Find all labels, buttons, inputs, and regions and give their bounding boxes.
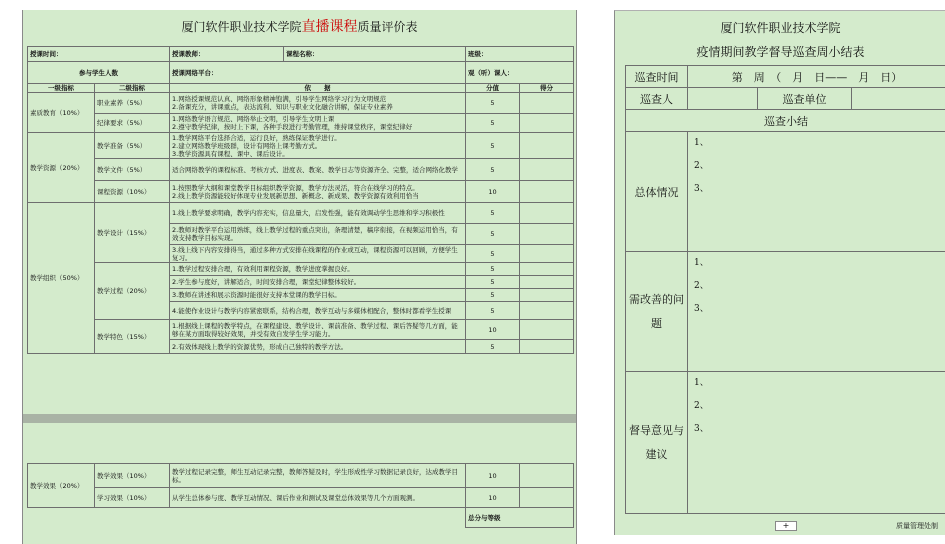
got-cell[interactable] (520, 181, 574, 203)
table-row (28, 488, 574, 508)
level2-cell: 教学过程（20%） (95, 263, 170, 320)
basis-cell: 2.教师对教学平台运用熟练，线上教学过程的重点突出，条理清楚，稿序衔接，在视频运用恰当，有效支持教学目标实现。 (170, 224, 466, 245)
list-item: 3、 (694, 424, 709, 434)
score-cell: 5 (466, 114, 520, 133)
inspection-summary-sheet (614, 10, 945, 535)
title-suffix: 质量评价表 (357, 20, 418, 34)
basis-cell: 2.有效体现线上教学的资源优势，形成自己独特的教学方法。 (170, 340, 466, 354)
total-label: 总分与等级 (466, 508, 574, 528)
table-row (28, 159, 574, 181)
score-cell: 5 (466, 302, 520, 320)
teacher-cell[interactable]: 授课教师： (170, 47, 284, 62)
score-cell: 5 (466, 263, 520, 276)
score-cell: 5 (466, 133, 520, 159)
basis-cell: 从学生总体参与度、教学互动情况、课后作业和测试及课堂总体效果等几个方面观测。 (170, 488, 466, 508)
section-content-suggestions[interactable] (688, 372, 945, 514)
basis-cell: 3.线上线下内容安排得当，通过多种方式安排在线课程的作业或互动，课程资源可以回顾，方便学生复习。 (170, 245, 466, 263)
level2-cell: 教学文件（5%） (95, 159, 170, 181)
level2-cell: 教学准备（5%） (95, 133, 170, 159)
level2-cell: 学习效果（10%） (95, 488, 170, 508)
header-level2: 二级指标 (95, 84, 170, 93)
table-row (28, 181, 574, 203)
sheet-title-school: 厦门软件职业技术学院 (720, 21, 841, 35)
sheet-footer (765, 521, 945, 531)
score-cell: 10 (466, 488, 520, 508)
summary-header: 巡查小结 (626, 110, 945, 132)
basis-cell: 1.教学过程安排合理，有效利用课程资源，教学进度掌握良好。 (170, 263, 466, 276)
score-cell: 10 (466, 464, 520, 488)
section-label-suggestions: 督导意见与建议 (626, 372, 688, 514)
summary-section (626, 132, 945, 252)
score-cell: 5 (466, 224, 520, 245)
table-row (28, 263, 574, 276)
got-cell[interactable] (520, 276, 574, 289)
footer-text: 质量管理处制 (896, 522, 938, 530)
list-item: 2、 (694, 161, 709, 171)
score-cell: 5 (466, 276, 520, 289)
class-cell[interactable]: 班级： (466, 47, 574, 62)
table-row (28, 464, 574, 488)
basis-cell: 适合网络教学的课程标准、考核方式、进度表、教案、教学日志等资源齐全、完整，适合网络化教学 (170, 159, 466, 181)
platform-cell[interactable]: 授课网络平台： (170, 62, 466, 84)
student-count-cell[interactable]: 参与学生人数 (28, 62, 170, 84)
list-item: 3、 (694, 184, 709, 194)
level2-cell: 教学特色（15%） (95, 320, 170, 354)
basis-cell: 1.根据线上课程的教学特点，在课程建设、教学设计、课前准备、教学过程、课后答疑等几方面，能够在某方面取得较好效果，并受有效自发学生学习能力。 (170, 320, 466, 340)
level2-cell: 教学设计（15%） (95, 203, 170, 263)
score-cell: 5 (466, 340, 520, 354)
basis-cell: 1.教学网络平台选择合适，运行良好，熟练保证教学进行。 2.建立网络教学班级群，设计有网络上课考勤方式。 3.教学资源具有课程、课中、课后设计。 (170, 133, 466, 159)
got-cell[interactable] (520, 133, 574, 159)
sheet-title (23, 16, 576, 36)
summary-section (626, 252, 945, 372)
level1-cell: 教学效果（20%） (28, 464, 95, 508)
list-item: 1、 (694, 258, 709, 268)
score-cell: 5 (466, 93, 520, 114)
inspection-time-value[interactable]: 第 周 （ 月 日—— 月 日） (688, 66, 945, 88)
table-row (28, 203, 574, 224)
page-separator (23, 414, 576, 423)
got-cell[interactable] (520, 93, 574, 114)
basis-cell: 2.学生参与度好，讲解适合，时间安排合理，课堂纪律整体较好。 (170, 276, 466, 289)
table-row (28, 133, 574, 159)
list-item: 2、 (694, 401, 709, 411)
title-school: 厦门软件职业技术学院 (181, 20, 302, 34)
observer-cell[interactable]: 观（听）课人： (466, 62, 574, 84)
score-cell: 5 (466, 245, 520, 263)
got-cell[interactable] (520, 289, 574, 302)
header-score: 分值 (466, 84, 520, 93)
basis-cell: 1.按照教学大纲和课堂教学目标组织教学资源，教学方法灵活，符合在线学习的特点。 2.线上教学资源能较好体现专业发展新思想、新概念、新成果、教学资源有效利用恰当 (170, 181, 466, 203)
table-row (28, 320, 574, 340)
evaluation-sheet (22, 10, 577, 544)
inspection-unit-field[interactable] (852, 88, 945, 110)
section-content-issues[interactable] (688, 252, 945, 372)
list-item: 1、 (694, 138, 709, 148)
got-cell[interactable] (520, 263, 574, 276)
basis-cell: 1.网络授课规范认真、网络形象精神饱满，引导学生网络学习行为文明规范 2.备课充分，讲课重点，表达流利、知识与职业文化融合讲解，保证专业素养 (170, 93, 466, 114)
list-item: 2、 (694, 281, 709, 291)
list-item: 3、 (694, 304, 709, 314)
got-cell[interactable] (520, 340, 574, 354)
got-cell[interactable] (520, 464, 574, 488)
table-row (28, 93, 574, 114)
sheet-title-form: 疫情期间教学督导巡查周小结表 (696, 45, 865, 59)
header-got: 得分 (520, 84, 574, 93)
got-cell[interactable] (520, 114, 574, 133)
basis-cell: 1.网络教学语言规范、网络举止文明，引导学生文明上课 2.遵守教学纪律，按时上下课，各种手段进行考勤管理，维持课堂秩序，课堂纪律好 (170, 114, 466, 133)
level1-cell: 素质教育（10%） (28, 93, 95, 133)
score-cell: 5 (466, 159, 520, 181)
inspector-label: 巡查人 (626, 88, 688, 110)
level2-cell: 职业素养（5%） (95, 93, 170, 114)
got-cell[interactable] (520, 320, 574, 340)
level1-cell: 教学资源（20%） (28, 133, 95, 203)
title-highlight: 直播课程 (301, 19, 358, 35)
header-level1: 一级指标 (28, 84, 95, 93)
level2-cell: 课程资源（10%） (95, 181, 170, 203)
level1-cell: 教学组织（50%） (28, 203, 95, 354)
course-name-cell[interactable]: 课程名称： (284, 47, 466, 62)
table-row (28, 508, 574, 528)
section-label-overall: 总体情况 (626, 132, 688, 252)
inspection-unit-label: 巡查单位 (758, 88, 852, 110)
section-label-issues: 需改善的问题 (626, 252, 688, 372)
basis-cell: 教学过程记录完整，师生互动记录完整，教师答疑及时，学生形成性学习数据记录良好，达成教学目标。 (170, 464, 466, 488)
inspection-table (625, 65, 945, 514)
evaluation-table-continued (27, 463, 574, 528)
list-item: 1、 (694, 378, 709, 388)
level2-cell: 纪律要求（5%） (95, 114, 170, 133)
section-content-overall[interactable] (688, 132, 945, 252)
add-row-button[interactable]: + (775, 521, 797, 531)
got-cell[interactable] (520, 203, 574, 224)
header-basis: 依 据 (170, 84, 466, 93)
basis-cell: 4.能使作业设计与教学内容紧密联系，结构合理，教学互动与多媒体相配合，整体时都看学生授课 (170, 302, 466, 320)
got-cell[interactable] (520, 302, 574, 320)
basis-cell: 3.教师在讲述和展示资源时能很好支持本堂课的教学目标。 (170, 289, 466, 302)
score-cell: 5 (466, 289, 520, 302)
score-cell: 10 (466, 181, 520, 203)
table-row (28, 114, 574, 133)
inspection-time-label: 巡查时间 (626, 66, 688, 88)
evaluation-table (27, 46, 574, 354)
score-cell: 10 (466, 320, 520, 340)
got-cell[interactable] (520, 159, 574, 181)
level2-cell: 教学效果（10%） (95, 464, 170, 488)
summary-section (626, 372, 945, 514)
class-time-cell[interactable]: 授课时间： (28, 47, 170, 62)
got-cell[interactable] (520, 488, 574, 508)
basis-cell: 1.线上教学要求明确，教学内容充实，信息量大，启发性强，能有效调动学生思维和学习积极性 (170, 203, 466, 224)
got-cell[interactable] (520, 224, 574, 245)
inspector-field[interactable] (688, 88, 758, 110)
got-cell[interactable] (520, 245, 574, 263)
score-cell: 5 (466, 203, 520, 224)
